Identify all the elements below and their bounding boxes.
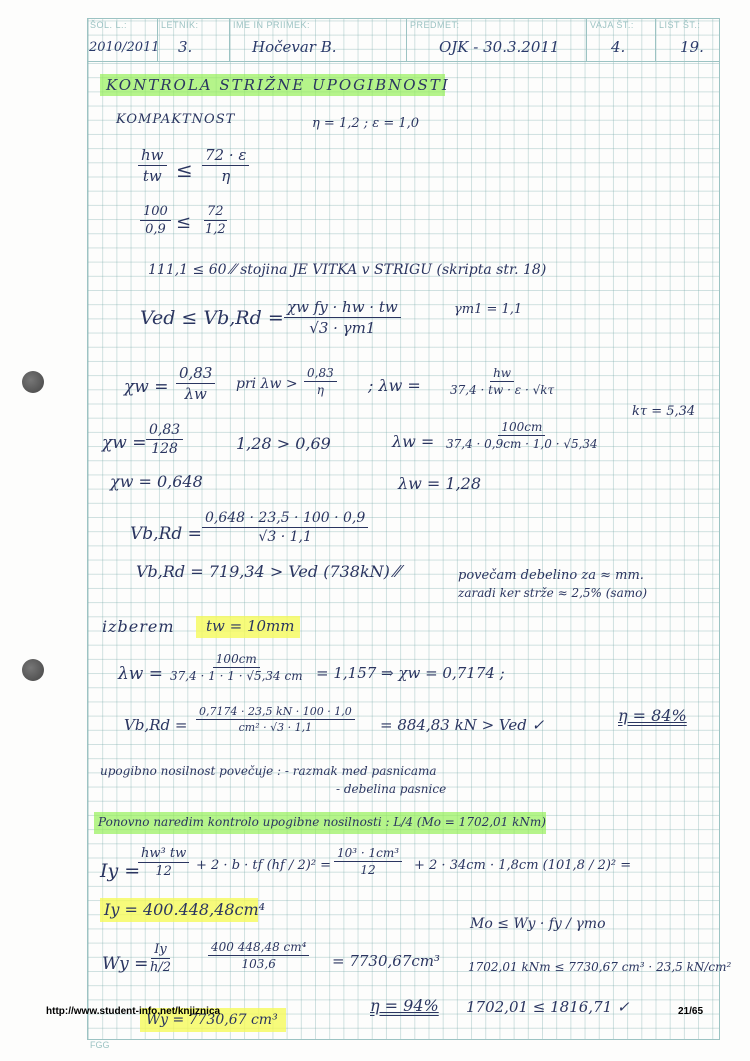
punch-hole-icon [22, 659, 44, 681]
header-predmet [407, 18, 587, 62]
fraction-vbrd2 [196, 705, 355, 734]
punch-hole-icon [22, 371, 44, 393]
lambda-result: λw = 1,28 [398, 474, 482, 493]
bending-note-2: - debelina pasnice [336, 782, 447, 796]
numerator: 0,83 [176, 364, 215, 384]
fraction-chi [176, 364, 215, 403]
comparison: 1,28 > 0,69 [236, 434, 331, 453]
header-label: ŠOL. L.: [90, 20, 128, 30]
header-value: 2010/2011 [89, 40, 160, 55]
fraction-iy-2 [334, 846, 402, 877]
fraction-vbrd [284, 298, 401, 337]
lambda4-result: = 1,157 ⇒ χw = 0,7174 ; [316, 664, 505, 682]
iy-rest: + 2 · 34cm · 1,8cm (101,8 / 2)² = [414, 858, 632, 873]
mo-calculation: 1702,01 kNm ≤ 7730,67 cm³ · 23,5 kN/cm² [468, 960, 732, 974]
wy-result: = 7730,67cm³ [332, 952, 441, 970]
fraction-wy-1 [150, 942, 171, 975]
bottom-margin [0, 1040, 750, 1061]
k-tau: kτ = 5,34 [632, 404, 696, 419]
denominator: tw [142, 167, 162, 185]
denominator: 1,2 [204, 222, 226, 237]
numerator: 100cm [498, 420, 545, 436]
lambda-lhs: ; λw = [368, 376, 421, 395]
header-value: 19. [680, 38, 704, 56]
header-label: VAJA ŠT.: [590, 20, 634, 30]
header-label: IME IN PRIIMEK: [233, 20, 311, 30]
numerator: 72 [204, 204, 227, 221]
header-value: 3. [178, 38, 193, 56]
mo-inequality: Mo ≤ Wy · fy / γmo [470, 916, 606, 932]
header-label: LIST ŠT.: [659, 20, 701, 30]
numerator: 100cm [213, 652, 260, 668]
left-margin [0, 0, 88, 1061]
le-sign: ≤ [176, 158, 193, 182]
fraction-083-128 [146, 422, 183, 457]
wy-lhs: Wy = [102, 954, 149, 974]
numerator: 72 · ε [202, 146, 249, 166]
kompaktnost-heading: KOMPAKTNOST [116, 112, 236, 127]
denominator: 37,4 · tw · ε · √kτ [450, 383, 555, 397]
wy-final: Wy = 7730,67 cm³ [146, 1012, 278, 1028]
numerator: hw [138, 146, 167, 166]
denominator: √3 · 1,1 [258, 529, 312, 545]
numerator: hw [490, 366, 514, 382]
numerator: 0,83 [146, 422, 183, 440]
utilization-94: η = 94% [370, 996, 439, 1015]
fraction-100-09 [140, 204, 171, 237]
chi2-lhs: χw = [102, 433, 147, 453]
numerator: 10³ · 1cm³ [334, 846, 402, 862]
fraction-iy-1 [138, 846, 189, 879]
fraction-lambda-num [446, 420, 598, 451]
bending-note-1: upogibno nosilnost povečuje : - razmak med pasnicama [100, 764, 437, 778]
vbrd2-lhs: Vb,Rd = [124, 716, 188, 734]
increase-note: povečam debelino za ≈ mm. [458, 568, 644, 583]
denominator: η [221, 167, 231, 185]
page-title: KONTROLA STRIŽNE UPOGIBNOSTI [106, 76, 450, 94]
numerator: 0,7174 · 23,5 kN · 100 · 1,0 [196, 705, 355, 720]
numerator: Iy [151, 942, 169, 959]
numerator: 0,83 [304, 366, 337, 382]
numerator: hw³ tw [138, 846, 189, 863]
chi-lhs: χw = [124, 377, 169, 397]
header-label: PREDMET: [410, 20, 460, 30]
fraction-lambda [450, 366, 554, 397]
lambda2-lhs: λw = [392, 432, 435, 451]
fgg-label: FGG [90, 1040, 110, 1050]
numerator: 0,648 · 23,5 · 100 · 0,9 [202, 510, 368, 528]
page-number: 21/65 [678, 1006, 704, 1017]
fraction-wy-2 [208, 940, 309, 971]
denominator: 0,9 [145, 222, 166, 237]
slenderness-statement: 111,1 ≤ 60 ⁄⁄ stojina JE VITKA v STRIGU (skripta str. 18) [148, 262, 547, 278]
source-link[interactable]: http://www.student-info.net/knjiznica [46, 1006, 221, 1017]
header-value: OJK - 30.3.2011 [439, 38, 560, 56]
numerator: 400 448,48 cm⁴ [208, 940, 309, 956]
denominator: √3 · γm1 [309, 319, 376, 337]
denominator: 12 [360, 863, 376, 877]
recheck-heading: Ponovno naredim kontrolo upogibne nosilnosti : L/4 (Mo = 1702,01 kNm) [98, 815, 546, 829]
numerator: 100 [140, 204, 171, 221]
header-value: 4. [611, 38, 626, 56]
reason-note: zaradi ker strže ≈ 2,5% (samo) [458, 586, 648, 600]
denominator: 37,4 · 0,9cm · 1,0 · √5,34 [446, 437, 598, 451]
denominator: λw [184, 385, 207, 403]
lambda4-lhs: λw = [118, 664, 163, 684]
fraction-72-12 [204, 204, 227, 237]
eta-epsilon: η = 1,2 ; ε = 1,0 [312, 116, 420, 131]
denominator: cm² · √3 · 1,1 [238, 721, 313, 734]
choose-label: izberem [102, 617, 175, 636]
header-vaja [587, 18, 656, 62]
iy-lhs: Iy = [100, 860, 141, 882]
iy-result: Iy = 400.448,48cm⁴ [104, 900, 266, 919]
vbrd-lhs: Vb,Rd = [130, 524, 202, 544]
le-sign: ≤ [176, 212, 192, 233]
numerator: χw fy · hw · tw [284, 298, 401, 318]
fraction-lambda4 [170, 652, 303, 683]
vbrd-result: Vb,Rd = 719,34 > Ved (738kN) ⁄⁄ [136, 562, 401, 581]
denominator: 103,6 [241, 957, 276, 971]
right-margin [720, 0, 750, 1061]
header-letnik [158, 18, 230, 62]
header-value: Hočevar B. [252, 38, 337, 56]
fraction-hw-tw [138, 146, 167, 185]
gamma-m1: γm1 = 1,1 [454, 302, 523, 317]
tw-choice: tw = 10mm [206, 617, 295, 635]
fraction-vbrd-num [202, 510, 368, 545]
header-ime [230, 18, 407, 62]
denominator: h/2 [150, 960, 172, 975]
fraction-72-eps [202, 146, 249, 185]
header-label: LETNIK: [161, 20, 199, 30]
denominator: η [316, 383, 324, 397]
iy-middle: + 2 · b · tf (hf / 2)² = [196, 858, 332, 873]
final-comparison: 1702,01 ≤ 1816,71 ✓ [466, 998, 630, 1016]
fraction-083-eta [304, 366, 337, 397]
chi-result: χw = 0,648 [110, 472, 203, 491]
denominator: 37,4 · 1 · 1 · √5,34 cm [170, 669, 303, 683]
denominator: 128 [151, 441, 178, 457]
header-skol-leto [87, 18, 158, 62]
vbrd2-result: = 884,83 kN > Ved ✓ [380, 716, 545, 734]
utilization-84: η = 84% [618, 706, 687, 725]
ved-lhs: Ved ≤ Vb,Rd = [140, 307, 284, 329]
chi-condition: pri λw > [236, 376, 298, 392]
top-margin [0, 0, 750, 18]
header-list [656, 18, 720, 62]
denominator: 12 [155, 864, 172, 879]
